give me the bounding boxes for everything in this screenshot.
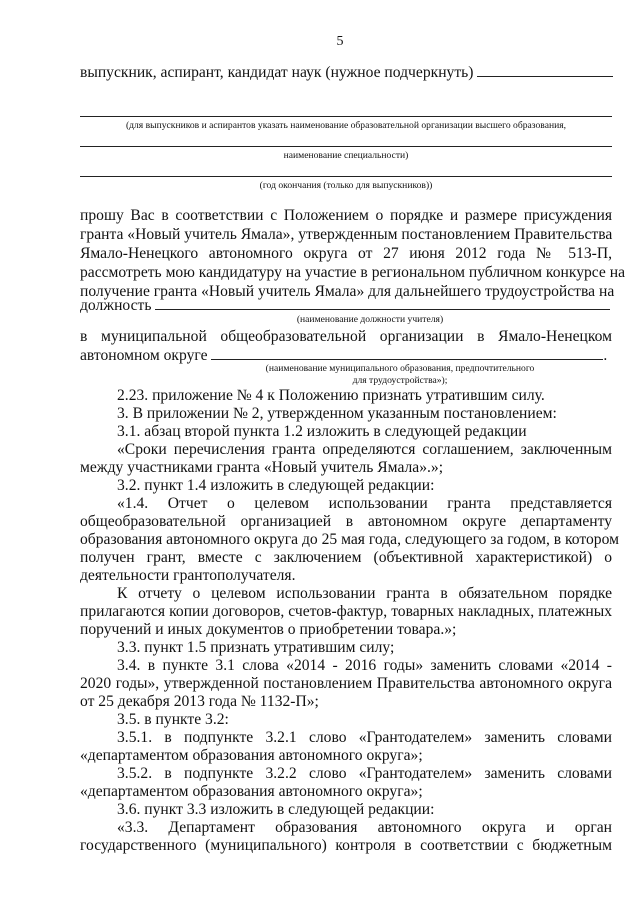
municipality-label: автономном округе xyxy=(80,347,208,364)
item-3-2: 3.2. пункт 1.4 изложить в следующей редакции: xyxy=(117,477,435,494)
position-caption: (наименование должности учителя) xyxy=(296,314,444,325)
municipality-caption-2: для трудоустройства»); xyxy=(352,375,448,386)
municipality-period: . xyxy=(603,347,608,364)
graduation-year-caption: (год окончания (только для выпускников)) xyxy=(259,180,433,191)
request-line-7: в муниципальной общеобразовательной организации в Ямало-Ненецком xyxy=(80,328,612,345)
item-3-3-new-text-1: «3.3. Департамент образования автономного округа и орган xyxy=(117,819,612,836)
report-attachments-2: прилагаются копии договоров, счетов-фактур, товарных накладных, платежных xyxy=(80,603,612,620)
request-line-2: гранта «Новый учитель Ямала», утвержденным постановлением Правительства xyxy=(80,226,613,243)
edu-org-rule xyxy=(80,116,612,117)
item-3-1-text-2: между участниками гранта «Новый учитель Ямала».»; xyxy=(80,459,444,476)
item-3-5-2-text-2: «департаментом образования автономного округа»; xyxy=(80,783,423,800)
report-attachments-1: К отчету о целевом использовании гранта в обязательном порядке xyxy=(117,585,612,602)
applicant-status-text: выпускник, аспирант, кандидат наук (нужное подчеркнуть) xyxy=(80,64,474,81)
graduation-year-rule xyxy=(80,176,612,177)
item-3-1: 3.1. абзац второй пункта 1.2 изложить в следующей редакции xyxy=(117,423,527,440)
item-3-3: 3.3. пункт 1.5 признать утратившим силу; xyxy=(117,639,395,656)
edu-org-caption: (для выпускников и аспирантов указать наименование образовательной организации высшего образования, xyxy=(125,120,567,131)
request-line-6 xyxy=(80,295,612,315)
item-3-5-1-text-2: «департаментом образования автономного округа»; xyxy=(80,747,423,764)
item-3-4-text-2: 2020 годы», утвержденной постановлением Правительства автономного округа xyxy=(80,675,612,692)
specialty-caption: наименование специальности) xyxy=(283,150,409,161)
request-line-5: получение гранта «Новый учитель Ямала» для дальнейшего трудоустройства на xyxy=(80,283,615,300)
item-3-4-text-3: от 25 декабря 2013 года № 1132-П»; xyxy=(80,693,319,710)
applicant-status-blank xyxy=(477,62,613,77)
item-2-23: 2.23. приложение № 4 к Положению признать утратившим силу. xyxy=(117,387,545,404)
item-1-4-text-2: общеобразовательной организацией в автономном округе департаменту xyxy=(80,513,612,530)
applicant-status-line xyxy=(80,62,612,82)
position-blank xyxy=(155,295,610,310)
item-1-4-text-1: «1.4. Отчет о целевом использовании гранта представляется xyxy=(117,495,612,512)
item-1-4-text-5: деятельности грантополучателя. xyxy=(80,567,296,584)
page-number: 5 xyxy=(336,34,344,49)
item-3-6: 3.6. пункт 3.3 изложить в следующей редакции: xyxy=(117,801,435,818)
item-1-4-text-4: получен грант, вместе с заключением (объективной характеристикой) о xyxy=(80,549,612,566)
report-attachments-3: поручений и иных документов о приобретении товара.»; xyxy=(80,621,457,638)
position-label: должность xyxy=(80,297,152,314)
item-3-3-new-text-2: государственного (муниципального) контроля в соответствии с бюджетным xyxy=(80,837,612,854)
item-3-5-1-text-1: 3.5.1. в подпункте 3.2.1 слово «Грантодателем» заменить словами xyxy=(117,729,612,746)
item-3-5-2-text-1: 3.5.2. в подпункте 3.2.2 слово «Грантодателем» заменить словами xyxy=(117,765,612,782)
specialty-rule xyxy=(80,146,612,147)
request-line-4: рассмотреть мою кандидатуру на участие в региональном публичном конкурсе на xyxy=(80,264,625,281)
item-3-4-text-1: 3.4. в пункте 3.1 слова «2014 - 2016 годы» заменить словами «2014 - xyxy=(117,657,612,674)
municipality-blank xyxy=(211,345,603,360)
request-line-3: Ямало-Ненецкого автономного округа от 27 июня 2012 года № 513-П, xyxy=(80,245,612,262)
request-line-1: прошу Вас в соответствии с Положением о порядке и размере присуждения xyxy=(80,207,612,224)
municipality-caption-1: (наименование муниципального образования, предпочтительного xyxy=(265,363,535,374)
item-3-5: 3.5. в пункте 3.2: xyxy=(117,711,229,728)
item-3: 3. В приложении № 2, утвержденном указанным постановлением: xyxy=(117,405,557,422)
item-1-4-text-3: образования автономного округа до 25 мая года, следующего за годом, в котором xyxy=(80,531,619,548)
request-line-8 xyxy=(80,345,612,365)
item-3-1-text-1: «Сроки перечисления гранта определяются соглашением, заключенным xyxy=(117,441,612,458)
